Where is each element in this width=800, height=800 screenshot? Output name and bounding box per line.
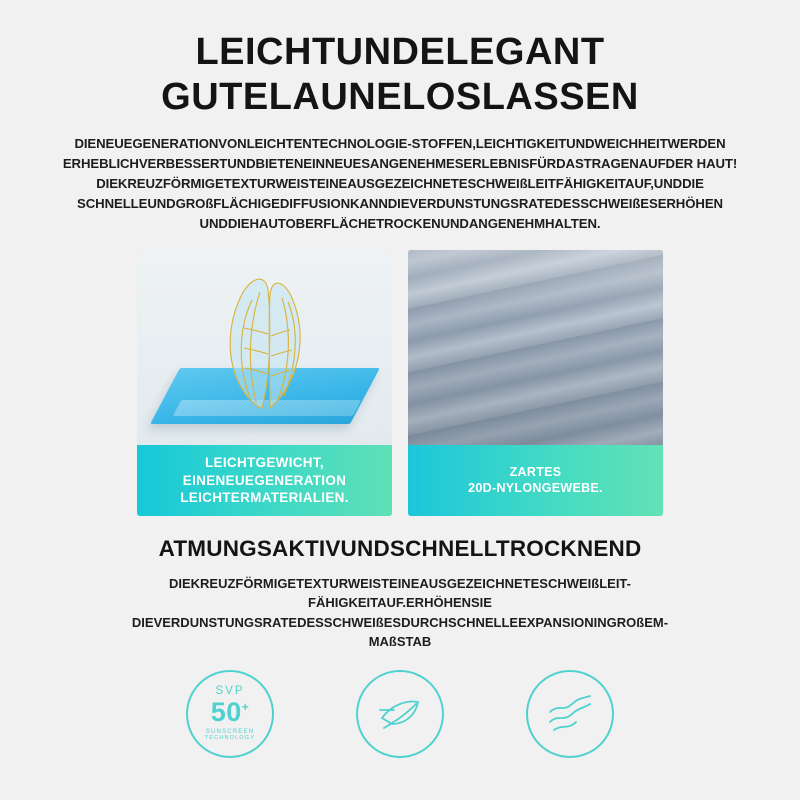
lightweight-caption-line-3: LEICHTERMATERIALIEN. <box>180 490 349 506</box>
nylon-caption-line-1: ZARTES <box>509 464 562 479</box>
spf-badge-icon <box>186 670 274 758</box>
section2-line-3: DIEVERDUNSTUNGSRATEDESSCHWEIßESDURCHSCHNELLEEXPANSIONINGROßEM- <box>131 614 669 630</box>
lightweight-caption <box>137 445 392 516</box>
section-title-breathable: ATMUNGSAKTIVUNDSCHNELLTROCKNEND <box>158 535 642 561</box>
intro-line-2: ERHEBLICHVERBESSERTUNDBIETENEINNEUESANGENEHMESERLEBNISFÜRDASTRAGENAUFDER HAUT! <box>62 155 738 171</box>
quick-dry-icon <box>526 670 614 758</box>
water-wave-icon <box>544 688 596 740</box>
leaf-air-flow-icon <box>374 688 426 740</box>
spf-tag-2: TECHNOLOGY <box>204 734 256 741</box>
feature-card-lightweight <box>137 250 392 516</box>
feature-icon-row <box>0 670 800 758</box>
intro-paragraph <box>26 134 774 234</box>
intro-line-5: UNDDIEHAUTOBERFLÄCHETROCKENUNDANGENEHMHALTEN. <box>199 215 601 231</box>
lightweight-caption-line-1: LEICHTGEWICHT, <box>205 454 324 470</box>
lightweight-photo <box>137 250 392 445</box>
spf-label: SVP <box>215 685 245 698</box>
breathable-icon <box>356 670 444 758</box>
feature-card-nylon <box>408 250 663 516</box>
section2-line-2: FÄHIGKEITAUF.ERHÖHENSIE <box>308 595 492 611</box>
page-title <box>0 0 800 120</box>
butterfly-wings-icon <box>190 268 340 428</box>
spf-value <box>210 696 250 727</box>
headline-line-1: LEICHTUNDELEGANT <box>195 31 605 73</box>
intro-line-4: SCHNELLEUNDGROßFLÄCHIGEDIFFUSIONKANNDIEVERDUNSTUNGSRATEDESSCHWEIßESERHÖHEN <box>77 195 723 211</box>
nylon-photo <box>408 250 663 445</box>
spf-tag-1: SUNSCREEN <box>205 728 255 735</box>
spf-badge-content <box>205 686 256 741</box>
wings-on-sheet-illustration <box>137 250 392 445</box>
nylon-caption-line-2: 20D-NYLONGEWEBE. <box>468 481 603 496</box>
headline-line-2: GUTELAUNELOSLASSEN <box>161 75 639 118</box>
feature-card-row <box>0 250 800 516</box>
section-body-breathable <box>34 574 766 652</box>
intro-line-1: DIENEUEGENERATIONVONLEICHTENTECHNOLOGIE-STOFFEN,LEICHTIGKEITUNDWEICHHEITWERDEN <box>74 135 726 151</box>
nylon-caption <box>408 445 663 516</box>
lightweight-caption-line-2: EINENEUEGENERATION <box>182 472 347 488</box>
spf-plus: + <box>241 699 250 714</box>
spf-number: 50 <box>210 696 242 727</box>
section2-line-4: MAßSTAB <box>368 634 432 650</box>
intro-line-3: DIEKREUZFÖRMIGETEXTURWEISTEINEAUSGEZEICHNETESCHWEIßLEITFÄHIGKEITAUF,UNDDIE <box>96 175 704 191</box>
section2-line-1: DIEKREUZFÖRMIGETEXTURWEISTEINEAUSGEZEICHNETESCHWEIßLEIT- <box>168 575 631 591</box>
grey-fabric-folds-illustration <box>408 250 663 445</box>
